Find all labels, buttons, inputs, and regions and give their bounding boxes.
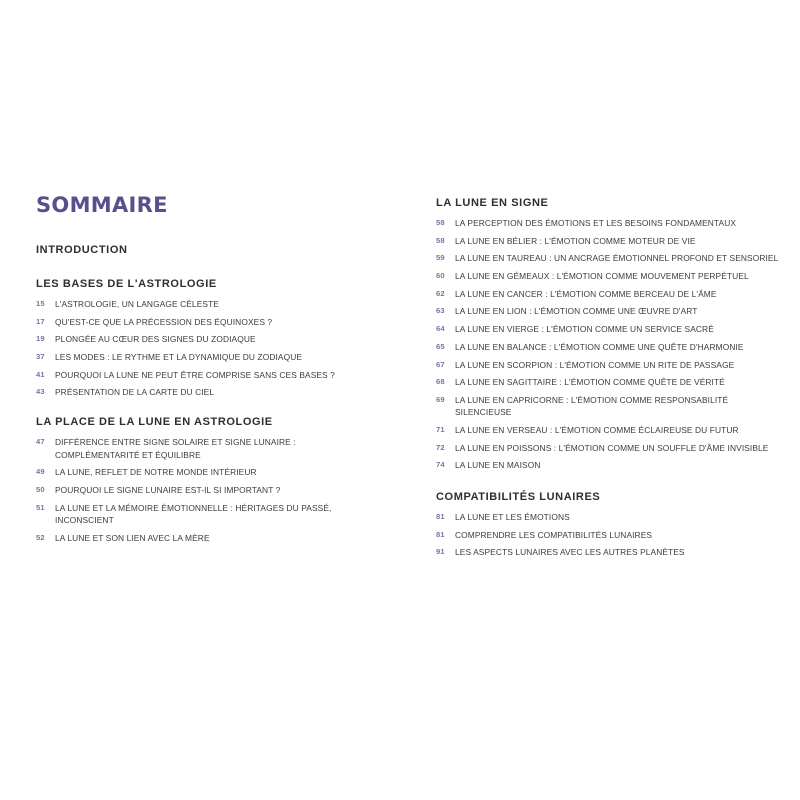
entry-label: L'ASTROLOGIE, UN LANGAGE CÉLESTE bbox=[55, 299, 219, 309]
entry-label: LA LUNE EN MAISON bbox=[455, 460, 541, 471]
entry-label: POURQUOI LE SIGNE LUNAIRE EST-IL SI IMPORTANT ? bbox=[55, 484, 281, 495]
page-number: 69 bbox=[436, 394, 445, 404]
page-number: 72 bbox=[436, 442, 445, 452]
toc-entry bbox=[436, 359, 786, 372]
page-number: 91 bbox=[436, 547, 445, 557]
page-number: 51 bbox=[36, 502, 45, 512]
toc-entry bbox=[36, 386, 356, 399]
toc-list bbox=[436, 511, 786, 559]
page-number: 63 bbox=[436, 306, 445, 316]
toc-entry bbox=[436, 217, 786, 230]
entry-label: POURQUOI LA LUNE NE PEUT ÊTRE COMPRISE SANS CES BASES ? bbox=[55, 369, 335, 380]
toc-entry bbox=[436, 376, 786, 389]
toc-entry bbox=[436, 323, 786, 336]
toc-list bbox=[36, 298, 356, 399]
page-number: 67 bbox=[436, 359, 445, 369]
toc-entry bbox=[36, 351, 356, 364]
section-title: COMPATIBILITÉS LUNAIRES bbox=[436, 491, 601, 503]
page-number: 37 bbox=[36, 352, 45, 362]
page-number: 17 bbox=[36, 316, 45, 326]
section-place-lune bbox=[36, 415, 356, 549]
entry-label: LA LUNE EN VIERGE : L'ÉMOTION COMME UN SERVICE SACRÉ bbox=[455, 324, 714, 335]
toc-entry bbox=[436, 270, 786, 283]
entry-label: LA LUNE EN CAPRICORNE : L'ÉMOTION COMME RESPONSABILITÉ SILENCIEUSE bbox=[455, 394, 729, 418]
entry-label: LA LUNE EN CANCER : L'ÉMOTION COMME BERCEAU DE L'ÂME bbox=[455, 288, 717, 299]
toc-entry bbox=[436, 305, 786, 318]
entry-label: DIFFÉRENCE ENTRE SIGNE SOLAIRE ET SIGNE LUNAIRE : COMPLÉMENTARITÉ ET ÉQUILIBRE bbox=[55, 437, 296, 460]
section-title: LA LUNE EN SIGNE bbox=[436, 197, 549, 209]
entry-label: PRÉSENTATION DE LA CARTE DU CIEL bbox=[55, 387, 215, 398]
toc-entry bbox=[36, 502, 356, 527]
section-compatibilites-lunaires bbox=[436, 490, 786, 564]
entry-label: LES ASPECTS LUNAIRES AVEC LES AUTRES PLANÈTES bbox=[455, 547, 685, 558]
entry-label: LA LUNE EN LION : L'ÉMOTION COMME UNE ŒUVRE D'ART bbox=[455, 306, 698, 317]
page-number: 62 bbox=[436, 288, 445, 298]
page-number: 81 bbox=[436, 529, 445, 539]
entry-label: LA LUNE EN BÉLIER : L'ÉMOTION COMME MOTEUR DE VIE bbox=[455, 235, 696, 246]
toc-list bbox=[36, 436, 356, 544]
toc-entry bbox=[36, 436, 356, 461]
toc-entry bbox=[436, 252, 786, 265]
section-bases-astrologie bbox=[36, 277, 356, 404]
entry-label: LA LUNE ET LA MÉMOIRE ÉMOTIONNELLE : HÉRITAGES DU PASSÉ, INCONSCIENT bbox=[55, 502, 332, 526]
page-number: 68 bbox=[436, 377, 445, 387]
entry-label: PLONGÉE AU CŒUR DES SIGNES DU ZODIAQUE bbox=[55, 334, 256, 345]
section-title: LA PLACE DE LA LUNE EN ASTROLOGIE bbox=[36, 416, 273, 428]
entry-label: LA LUNE EN VERSEAU : L'ÉMOTION COMME ÉCLAIREUSE DU FUTUR bbox=[455, 425, 739, 436]
toc-entry bbox=[436, 442, 786, 455]
page-number: 41 bbox=[36, 369, 45, 379]
page-title: SOMMAIRE bbox=[36, 193, 168, 217]
toc-entry bbox=[36, 466, 356, 479]
entry-label: LA LUNE EN SCORPION : L'ÉMOTION COMME UN RITE DE PASSAGE bbox=[455, 359, 735, 370]
toc-entry bbox=[36, 532, 356, 545]
toc-entry bbox=[36, 333, 356, 346]
toc-entry bbox=[436, 511, 786, 524]
page-number: 58 bbox=[436, 235, 445, 245]
entry-label: LA LUNE EN TAUREAU : UN ANCRAGE ÉMOTIONNEL PROFOND ET SENSORIEL bbox=[455, 253, 779, 264]
page-number: 49 bbox=[36, 467, 45, 477]
entry-label: LA LUNE ET LES ÉMOTIONS bbox=[455, 512, 570, 522]
entry-label: LA LUNE ET SON LIEN AVEC LA MÈRE bbox=[55, 532, 210, 543]
toc-entry bbox=[436, 459, 786, 472]
section-title: LES BASES DE L'ASTROLOGIE bbox=[36, 278, 217, 290]
entry-label: COMPRENDRE LES COMPATIBILITÉS LUNAIRES bbox=[455, 529, 653, 540]
toc-entry bbox=[436, 394, 786, 419]
page-number: 58 bbox=[436, 218, 445, 227]
page-number: 74 bbox=[436, 460, 445, 470]
toc-entry bbox=[436, 235, 786, 248]
toc-entry bbox=[436, 424, 786, 437]
entry-label: LA LUNE EN GÉMEAUX : L'ÉMOTION COMME MOUVEMENT PERPÉTUEL bbox=[455, 271, 749, 282]
toc-entry bbox=[436, 288, 786, 301]
toc-entry bbox=[436, 529, 786, 542]
entry-label: LA PERCEPTION DES ÉMOTIONS ET LES BESOINS FONDAMENTAUX bbox=[455, 218, 737, 228]
page-number: 64 bbox=[436, 324, 445, 334]
introduction-heading: INTRODUCTION bbox=[36, 244, 128, 256]
entry-label: LA LUNE, REFLET DE NOTRE MONDE INTÉRIEUR bbox=[55, 467, 257, 478]
entry-label: LA LUNE EN POISSONS : L'ÉMOTION COMME UN SOUFFLE D'ÂME INVISIBLE bbox=[455, 442, 769, 453]
entry-label: LES MODES : LE RYTHME ET LA DYNAMIQUE DU ZODIAQUE bbox=[55, 352, 303, 363]
page-number: 71 bbox=[436, 425, 445, 435]
page-number: 47 bbox=[36, 437, 45, 446]
entry-label: QU'EST-CE QUE LA PRÉCESSION DES ÉQUINOXES ? bbox=[55, 316, 273, 327]
toc-entry bbox=[36, 316, 356, 329]
entry-label: LA LUNE EN SAGITTAIRE : L'ÉMOTION COMME QUÊTE DE VÉRITÉ bbox=[455, 377, 725, 388]
toc-entry bbox=[36, 369, 356, 382]
page-number: 19 bbox=[36, 334, 45, 344]
page-number: 43 bbox=[36, 387, 45, 397]
page-number: 52 bbox=[36, 532, 45, 542]
toc-entry bbox=[436, 341, 786, 354]
page-number: 15 bbox=[36, 299, 45, 308]
page-number: 81 bbox=[436, 512, 445, 521]
page-number: 50 bbox=[36, 484, 45, 494]
toc-list bbox=[436, 217, 786, 472]
toc-entry bbox=[36, 298, 356, 311]
toc-entry bbox=[436, 546, 786, 559]
entry-label: LA LUNE EN BALANCE : L'ÉMOTION COMME UNE QUÊTE D'HARMONIE bbox=[455, 341, 744, 352]
page-number: 59 bbox=[436, 253, 445, 263]
toc-entry bbox=[36, 484, 356, 497]
page-number: 65 bbox=[436, 341, 445, 351]
section-lune-en-signe bbox=[436, 196, 786, 477]
page-number: 60 bbox=[436, 271, 445, 281]
